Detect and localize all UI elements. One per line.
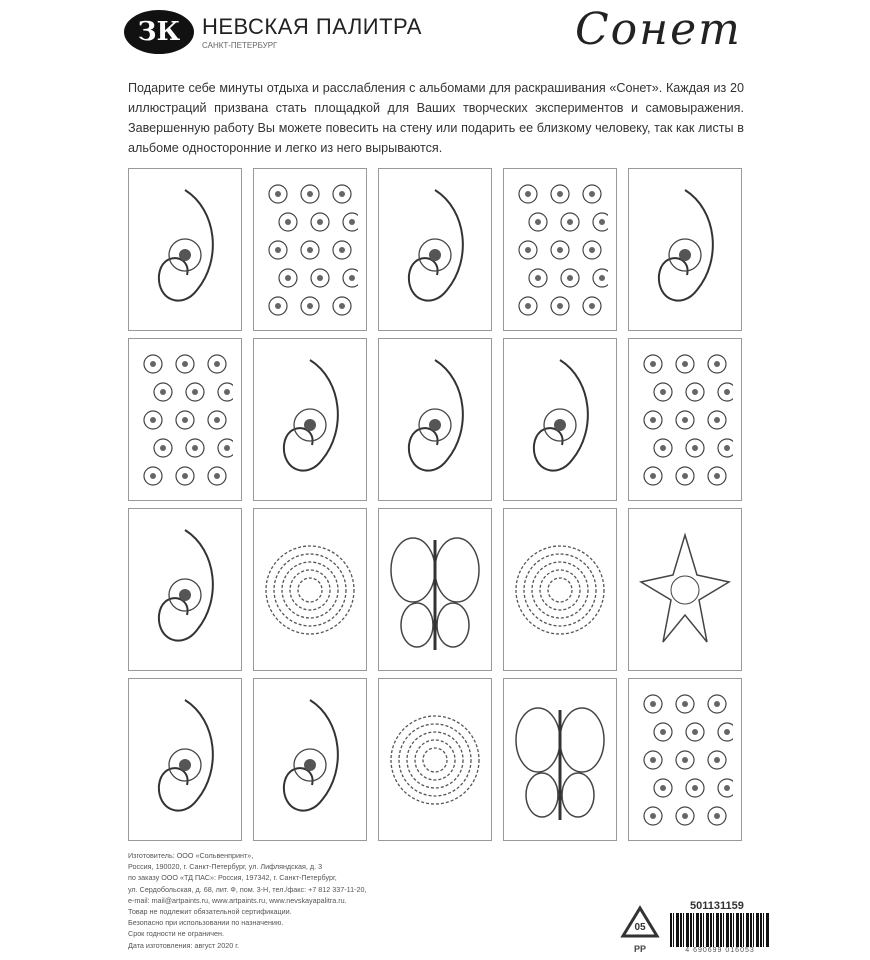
sku: 501131159 xyxy=(690,900,744,912)
imprint-line: по заказу ООО «ТД ПАС»: Россия, 197342, г. Санкт-Петербург, xyxy=(128,873,337,883)
paisley-drawing xyxy=(637,180,733,320)
recycle-triangle-icon xyxy=(620,905,660,939)
mandala-drawing xyxy=(262,520,358,660)
floral-pattern-drawing xyxy=(637,690,733,830)
illustration-paisley xyxy=(503,338,617,501)
intro-text: Подарите себе минуты отдыха и расслабления с альбомами для раскрашивания «Сонет». Каждая из 20 иллюстраций призвана стать площадкой для Ваших творческих экспериментов и самовыражения. Завершенную работу Вы можете повесить на стену или подарить ее близкому человеку, так как листы в альбоме односторонние и легко из него вырываются. xyxy=(128,81,744,155)
peacock-pattern-drawing xyxy=(637,350,733,490)
butterfly-drawing xyxy=(512,690,608,830)
recycle-code: 05 xyxy=(634,922,646,933)
illustration-paisley xyxy=(253,338,367,501)
illustration-feathers-eye xyxy=(378,338,492,501)
illustration-floral-pattern xyxy=(628,678,742,841)
barcode-digits: 4 690699 016053 xyxy=(685,947,755,954)
illustration-paisley xyxy=(128,168,242,331)
illustration-butterfly xyxy=(503,678,617,841)
imprint xyxy=(128,850,367,951)
illustration-lotus xyxy=(253,678,367,841)
imprint-line: ул. Сердобольская, д. 68, лит. Ф, пом. 3-Н, тел./факс: +7 812 337-11-20, xyxy=(128,884,367,894)
barcode xyxy=(670,913,770,947)
illustration-paisley xyxy=(628,168,742,331)
imprint-line: e-mail: mail@artpaints.ru, www.artpaints.ru, www.nevskayapalitra.ru. xyxy=(128,895,347,905)
illustration-paisley xyxy=(128,508,242,671)
imprint-line: Безопасно при использовании по назначению. xyxy=(128,918,284,928)
brand-city: САНКТ-ПЕТЕРБУРГ xyxy=(202,41,278,50)
paisley-drawing xyxy=(512,350,608,490)
illustration-peacock-pattern xyxy=(628,338,742,501)
paisley-drawing xyxy=(137,520,233,660)
imprint-line: Россия, 190020, г. Санкт-Петербург, ул. Лифляндская, д. 3 xyxy=(128,862,323,872)
flower-star-drawing xyxy=(637,520,733,660)
feathers-eye-drawing xyxy=(387,350,483,490)
illustration-paisley xyxy=(378,168,492,331)
illustration-flower-star xyxy=(628,508,742,671)
logo-mark: ЗК xyxy=(124,10,194,54)
illustration-butterfly xyxy=(378,508,492,671)
jellyfish-drawing xyxy=(137,690,233,830)
brand-logo xyxy=(124,10,422,54)
paisley-drawing xyxy=(262,350,358,490)
illustration-mandala xyxy=(253,508,367,671)
paisley-drawing xyxy=(387,180,483,320)
illustration-floral-pattern xyxy=(503,168,617,331)
mandala-drawing xyxy=(512,520,608,660)
floral-pattern-drawing xyxy=(512,180,608,320)
lotus-drawing xyxy=(262,690,358,830)
recycle-label: PP xyxy=(633,944,646,954)
floral-pattern-drawing xyxy=(262,180,358,320)
imprint-line: Товар не подлежит обязательной сертификации. xyxy=(128,907,292,917)
imprint-line: Срок годности не ограничен. xyxy=(128,929,224,939)
imprint-line: Дата изготовления: август 2020 г. xyxy=(128,940,240,950)
illustration-jellyfish xyxy=(128,678,242,841)
recycle-symbol xyxy=(620,905,660,954)
butterfly-drawing xyxy=(387,520,483,660)
illustration-floral-pattern xyxy=(128,338,242,501)
brand-name: НЕВСКАЯ ПАЛИТРА xyxy=(202,14,422,39)
floral-pattern-drawing xyxy=(137,350,233,490)
illustration-mandala xyxy=(378,678,492,841)
illustration-floral-pattern xyxy=(253,168,367,331)
paisley-drawing xyxy=(137,180,233,320)
product-title: Сонет xyxy=(575,4,742,55)
mandala-drawing xyxy=(387,690,483,830)
imprint-line: Изготовитель: ООО «Сольвенпринт», xyxy=(128,851,254,860)
illustration-mandala xyxy=(503,508,617,671)
illustration-grid xyxy=(128,168,742,841)
